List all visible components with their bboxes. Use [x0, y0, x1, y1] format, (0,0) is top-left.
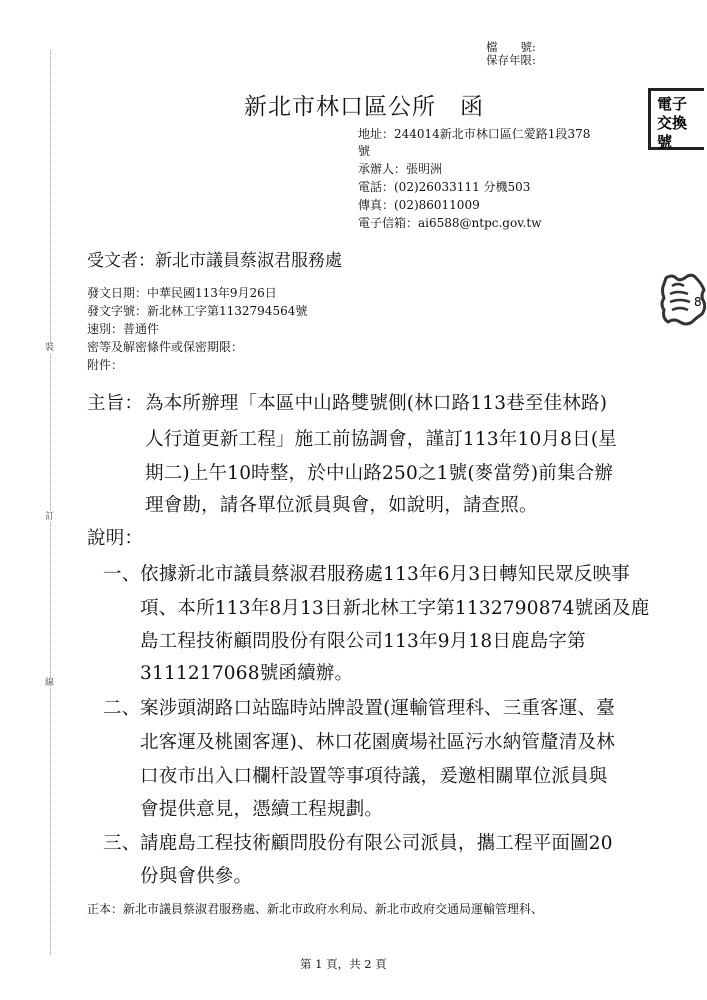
stamp-text-3: 號 [657, 133, 673, 151]
sender-address-cont: 號 [358, 144, 371, 158]
page-footer: 第 1 頁，共 2 頁 [300, 957, 387, 971]
item-line: 口夜市出入口欄杆設置等事項待議，爰邀相關單位派員與 [140, 766, 608, 787]
subject-line: 為本所辦理「本區中山路雙號側(林口路113巷至佳林路) [145, 393, 608, 414]
binding-margin-line [50, 50, 51, 955]
item-line: 島工程技術顧問股份有限公司113年9月18日鹿島字第 [140, 631, 586, 652]
margin-mark-bind: 裝 [45, 343, 55, 353]
item-line: 會提供意見，憑續工程規劃。 [140, 799, 384, 820]
document-number: 發文字號：新北林工字第1132794564號 [87, 304, 308, 318]
seal-stamp [658, 272, 707, 328]
item-line: 依據新北市議員蔡淑君服務處113年6月3日轉知民眾反映事 [140, 564, 630, 585]
electronic-exchange-stamp [648, 88, 704, 150]
margin-mark-staple: 訂 [45, 512, 55, 522]
speed-class: 速別：普通件 [87, 322, 160, 336]
sender-email: 電子信箱：ai6588@ntpc.gov.tw [358, 216, 542, 230]
document-title: 新北市林口區公所 函 [244, 94, 484, 120]
subject-line: 期二)上午10時整，於中山路250之1號(麥當勞)前集合辦 [145, 463, 614, 484]
item-number: 二、 [103, 698, 141, 719]
subject-line: 人行道更新工程」施工前協調會，謹訂113年10月8日(星 [145, 429, 617, 450]
item-number: 三、 [103, 833, 141, 854]
svg-text:8: 8 [694, 295, 702, 309]
item-line: 北客運及桃園客運)、林口花園廣場社區污水納管釐清及林 [140, 732, 615, 753]
subject-label: 主旨： [87, 393, 144, 414]
explanation-label: 說明： [87, 528, 144, 549]
sender-address: 地址：244014新北市林口區仁愛路1段378 [358, 127, 591, 141]
item-line: 案涉頭湖路口站臨時站牌設置(運輸管理科、三重客運、臺 [140, 698, 615, 719]
item-line: 份與會供參。 [140, 866, 253, 887]
item-number: 一、 [103, 564, 141, 585]
stamp-text-1: 電子 [657, 95, 688, 113]
sender-contact-person: 承辦人：張明洲 [358, 162, 443, 176]
issue-date: 發文日期：中華民國113年9月26日 [87, 286, 277, 300]
attachments: 附件： [87, 358, 124, 372]
sender-phone: 電話：(02)26033111 分機503 [358, 180, 531, 194]
sender-fax: 傳真：(02)86011009 [358, 198, 480, 212]
stamp-text-2: 交換 [657, 114, 688, 132]
margin-mark-line: 線 [45, 678, 55, 688]
recipient: 受文者：新北市議員蔡淑君服務處 [87, 251, 342, 271]
security-class: 密等及解密條件或保密期限： [87, 340, 244, 354]
item-line: 項、本所113年8月13日新北林工字第1132790874號函及鹿 [140, 598, 650, 619]
retention-label: 保存年限: [486, 53, 536, 67]
file-number-label: 檔 號: [486, 40, 536, 54]
item-line: 請鹿島工程技術顧問股份有限公司派員，攜工程平面圖20 [140, 833, 613, 854]
cc-recipients: 正本：新北市議員蔡淑君服務處、新北市政府水利局、新北市政府交通局運輸管理科、 [87, 902, 544, 916]
item-line: 3111217068號函續辦。 [140, 663, 354, 684]
subject-line: 理會勘，請各單位派員與會，如說明，請查照。 [145, 495, 538, 516]
